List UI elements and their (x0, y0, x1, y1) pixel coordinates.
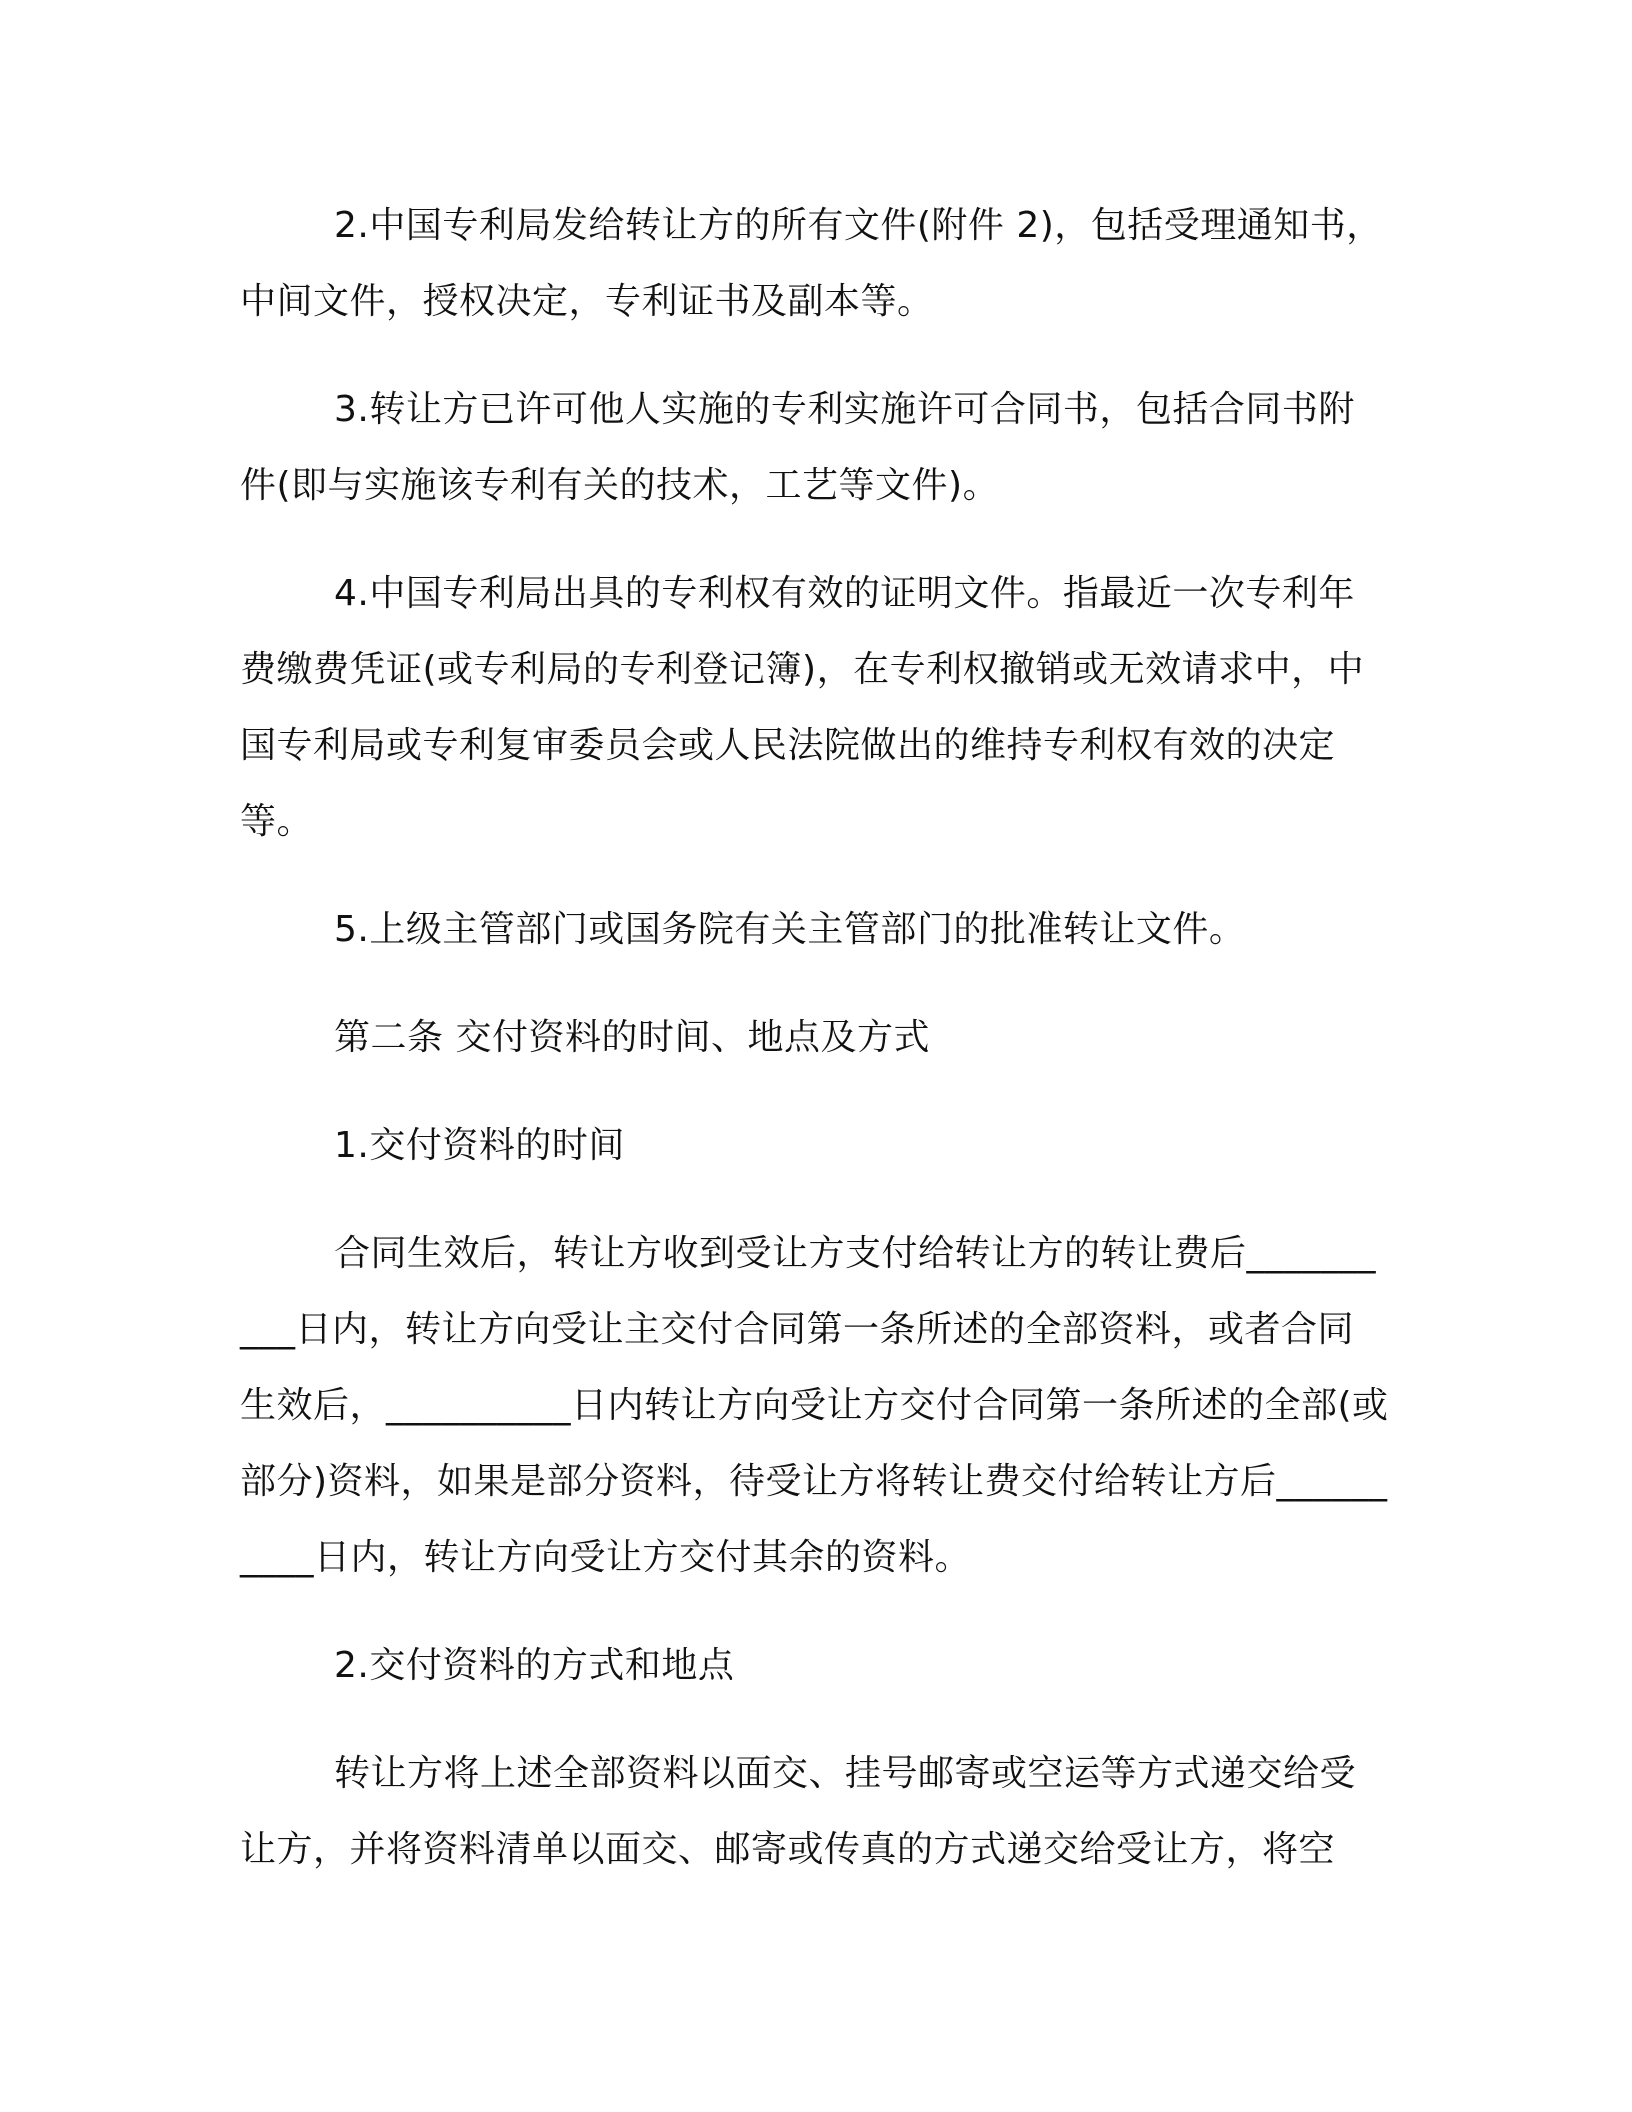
paragraph-item-5: 5.上级主管部门或国务院有关主管部门的批准转让文件。 (334, 909, 1246, 950)
paragraph-item-4: 4.中国专利局出具的专利权有效的证明文件。指最近一次专利年费缴费凭证(或专利局的专利登记簿)，在专利权撤销或无效请求中，中国专利局或专利复审委员会或人民法院做出的维持专利权有效的决定等。 (240, 573, 1365, 842)
fill-in-blank-1: __________ (240, 1233, 1377, 1350)
fill-in-blank-2: __________ (386, 1385, 572, 1426)
document-body (240, 188, 1390, 1920)
subheading-delivery-method-location: 2.交付资料的方式和地点 (334, 1645, 735, 1686)
section-heading-article-2: 第二条 交付资料的时间、地点及方式 (334, 1017, 930, 1058)
paragraph-item-3: 3.转让方已许可他人实施的专利实施许可合同书，包括合同书附件(即与实施该专利有关的技术，工艺等文件)。 (240, 389, 1355, 506)
delivery-time-clause (240, 1216, 1390, 1596)
clause-text-part-4: 日内，转让方向受让方交付其余的资料。 (314, 1537, 972, 1578)
delivery-method-clause: 转让方将上述全部资料以面交、挂号邮寄或空运等方式递交给受让方，并将资料清单以面交、邮寄或传真的方式递交给受让方，将空 (240, 1753, 1357, 1870)
paragraph-item-2: 2.中国专利局发给转让方的所有文件(附件 2)，包括受理通知书，中间文件，授权决定，专利证书及副本等。 (240, 205, 1383, 322)
clause-text-part-2: 日内，转让方向受让主交付合同第一条所述的全部资料，或者合同生效后， (240, 1309, 1355, 1426)
clause-text-part-3: 日内转让方向受让方交付合同第一条所述的全部(或部分)资料，如果是部分资料，待受让方将转让费交付给转让方后 (240, 1385, 1389, 1502)
fill-in-blank-3: __________ (240, 1461, 1388, 1578)
clause-text-part-1: 合同生效后，转让方收到受让方支付给转让方的转让费后 (334, 1233, 1247, 1274)
subheading-delivery-time: 1.交付资料的时间 (334, 1125, 625, 1166)
